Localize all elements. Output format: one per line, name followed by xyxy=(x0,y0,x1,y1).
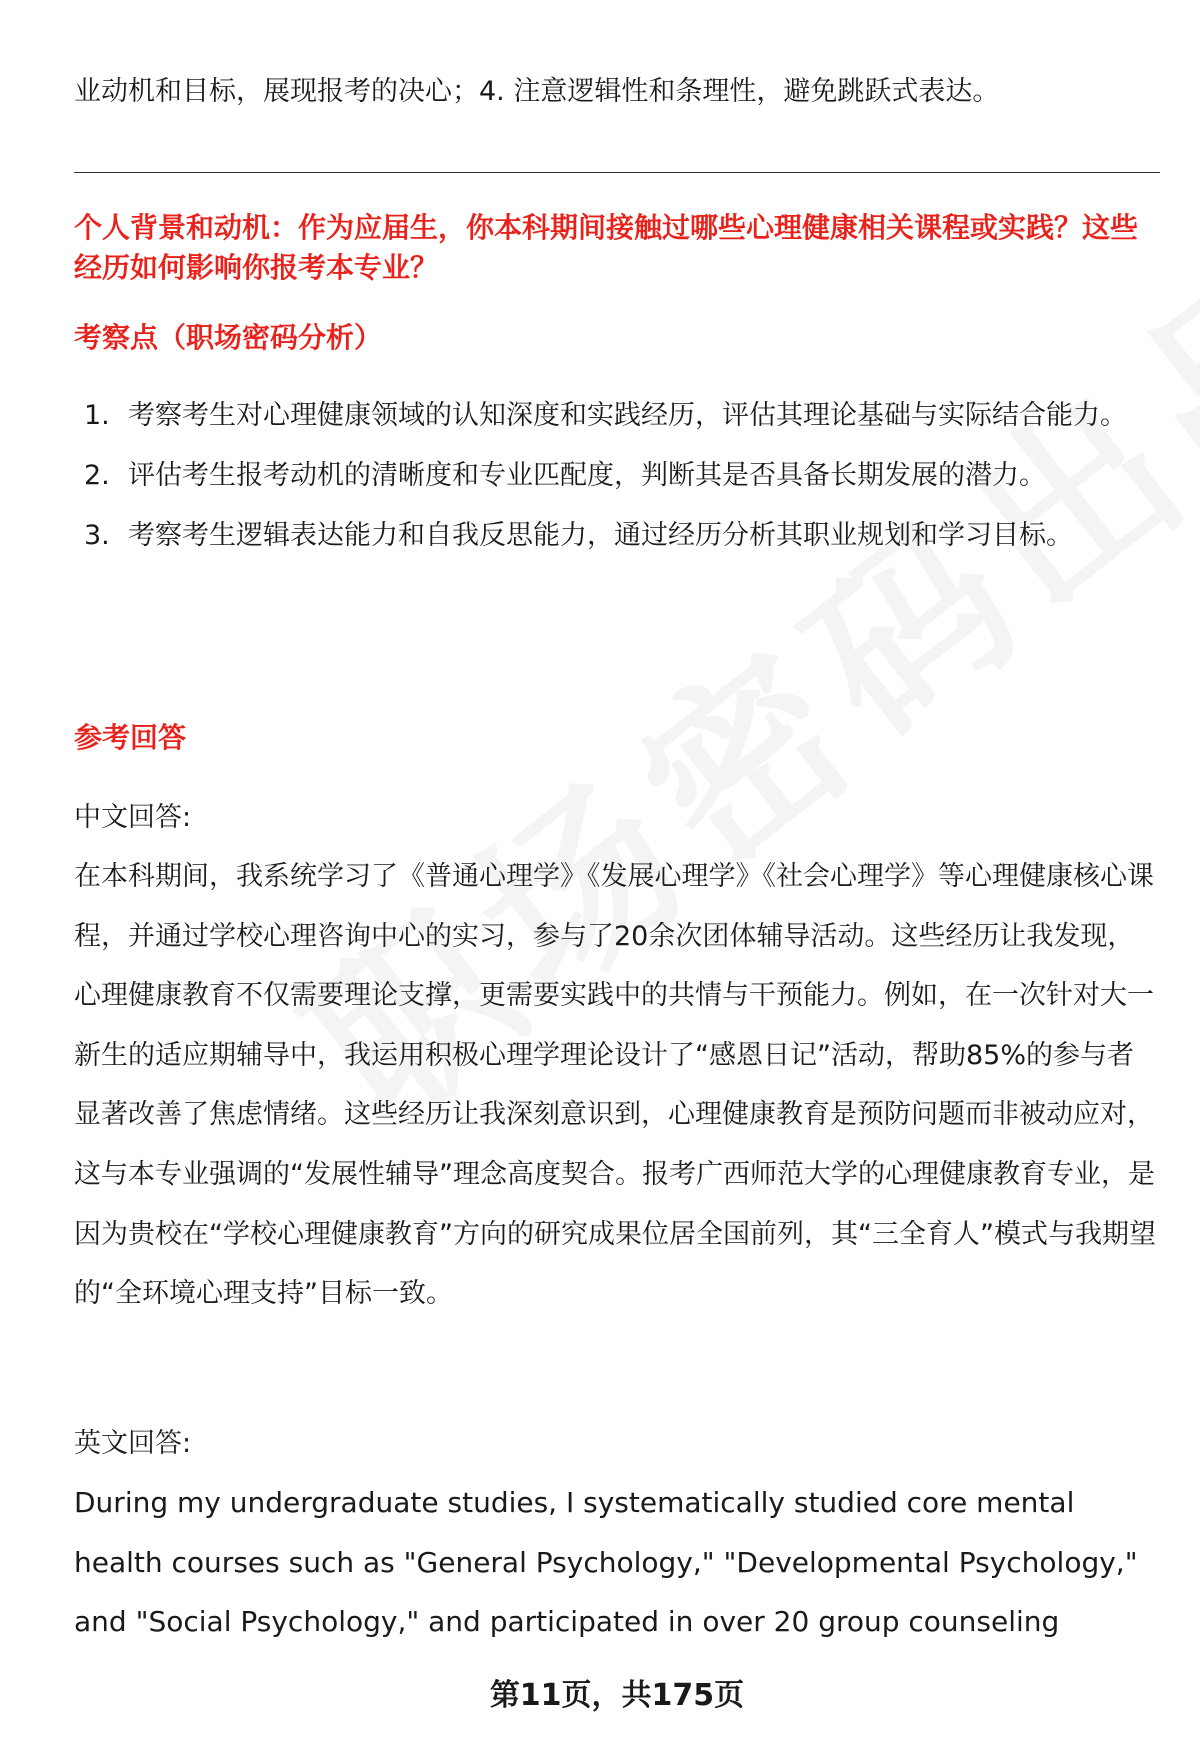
chinese-answer-body: 在本科期间，我系统学习了《普通心理学》《发展心理学》《社会心理学》等心理健康核心课程，并通过学校心理咨询中心的实习，参与了20余次团体辅导活动。这些经历让我发现，心理健康教育不仅需要理论支撑，更需要实践中的共情与干预能力。例如，在一次针对大一新生的适应期辅导中，我运用积极心理学理论设计了“感恩日记”活动，帮助85%的参与者显著改善了焦虑情绪。这些经历让我深刻意识到，心理健康教育是预防问题而非被动应对，这与本专业强调的“发展性辅导”理念高度契合。报考广西师范大学的心理健康教育专业，是因为贵校在“学校心理健康教育”方向的研究成果位居全国前列，其“三全育人”模式与我期望的“全环境心理支持”目标一致。 xyxy=(74,861,1156,1310)
list-item-number: 1. xyxy=(84,400,110,431)
assessment-points-list xyxy=(74,386,1160,566)
list-item-text: 考察考生对心理健康领域的认知深度和实践经历，评估其理论基础与实际结合能力。 xyxy=(128,400,1127,431)
list-item-text: 评估考生报考动机的清晰度和专业匹配度，判断其是否具备长期发展的潜力。 xyxy=(128,460,1046,491)
continued-text: 业动机和目标，展现报考的决心；4. 注意逻辑性和条理性，避免跳跃式表达。 xyxy=(74,76,1000,107)
document-page xyxy=(74,0,1160,1755)
points-heading: 考察点（职场密码分析） xyxy=(74,321,383,354)
list-item xyxy=(74,386,1160,446)
list-item-text: 考察考生逻辑表达能力和自我反思能力，通过经历分析其职业规划和学习目标。 xyxy=(128,520,1073,551)
list-item xyxy=(74,506,1160,566)
page-footer: 第11页，共175页 xyxy=(489,1678,745,1713)
list-item-number: 3. xyxy=(84,520,110,551)
chinese-answer-label: 中文回答: xyxy=(74,802,192,833)
list-item xyxy=(74,446,1160,506)
section-divider xyxy=(74,172,1160,173)
list-item-number: 2. xyxy=(84,460,110,491)
english-answer-body: During my undergraduate studies, I systematically studied core mental health courses such as "General Psychology," "Developmental Psychology," and "Social Psychology," and participated in over 20 group counseling xyxy=(74,1486,1138,1638)
answer-heading: 参考回答 xyxy=(74,721,187,754)
question-heading: 个人背景和动机：作为应届生，你本科期间接触过哪些心理健康相关课程或实践？这些经历如何影响你报考本专业？ xyxy=(74,211,1139,284)
english-answer-label: 英文回答: xyxy=(74,1428,192,1459)
